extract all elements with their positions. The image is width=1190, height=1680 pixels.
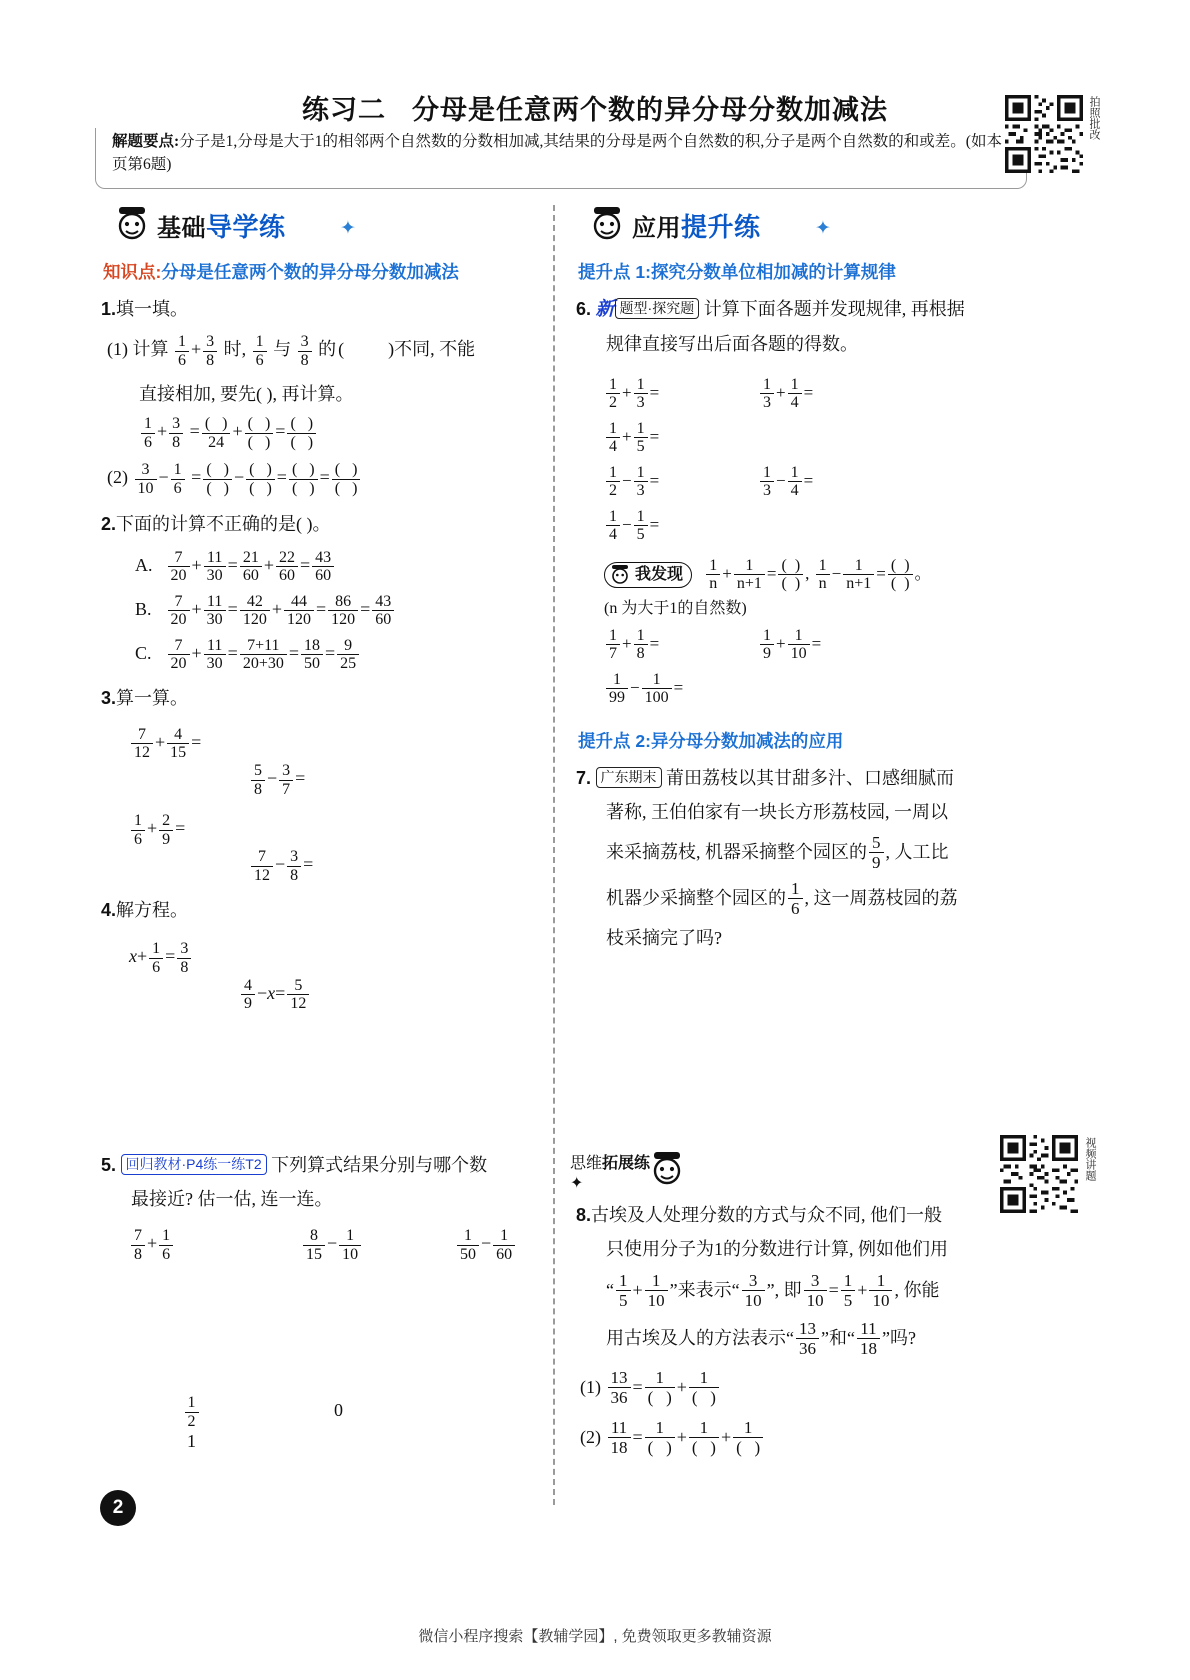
page-title-number: 练习二 [302, 95, 386, 125]
q8-a2-label: (2) [580, 1427, 601, 1447]
frac-1-3-b: $\frac{1}{3}$ [760, 377, 774, 413]
up2-text: 异分母分数加减法的应用 [650, 731, 844, 751]
frac-blank-e: $\frac{1}{( )}$ [645, 1419, 675, 1457]
finding-expr-2: $\frac{1}{n}$ − $\frac{1}{n+1}$ = $\frac{( )}{( )}$ 。 [814, 564, 932, 583]
frac-1-6-c: $\frac{1}{6}$ [171, 462, 185, 498]
frac-blank-d: $\frac{1}{( )}$ [689, 1369, 719, 1407]
q5-target-1 [120, 1395, 263, 1431]
fraction-1-6-b: $\frac{1}{6}$ [253, 334, 267, 370]
frac-1-9: $\frac{1}{9}$ [760, 628, 774, 664]
option-C[interactable]: C. $\frac{7}{20}$ + $\frac{11}{30}$ = $\frac{7+11}{20+30}$ = $\frac{18}{50}$ = $\frac{9}{25}$ [135, 631, 550, 675]
frac-1-n1-b: $\frac{1}{n+1}$ [843, 558, 874, 594]
q6-r3-c1: $\frac{1}{7}$ + $\frac{1}{8}$ = [604, 622, 754, 666]
fraction-1-6: $\frac{1}{6}$ [175, 334, 189, 370]
question-2-number: 2. [101, 513, 117, 534]
frac-11-18: $\frac{11}{18}$ [857, 1320, 880, 1358]
frac-7-20-b: $\frac{7}{20}$ [168, 594, 190, 630]
q1-l1e: )不同, 不能 [388, 338, 476, 359]
frac-43-60: $\frac{43}{60}$ [312, 550, 334, 586]
right-column [570, 205, 1040, 957]
qr-top-svg [1005, 95, 1083, 173]
frac-1-10-b: $\frac{1}{10}$ [788, 628, 810, 664]
question-5-head [101, 1150, 555, 1180]
key-points-content [112, 130, 1012, 176]
section-thinking-a: 思维 [570, 1155, 603, 1172]
question-2 [101, 509, 550, 539]
frac-1-6: $\frac{1}{6}$ [141, 416, 155, 452]
option-C-label: C. [135, 642, 152, 663]
q6-r3-c2: $\frac{1}{9}$ + $\frac{1}{10}$ = [758, 622, 908, 666]
question-7-line-3-wrap [606, 831, 1040, 873]
frac-1-10-c: $\frac{1}{10}$ [645, 1272, 668, 1310]
q6-r2-c3: $\frac{1}{4}$ − $\frac{1}{5}$ = [604, 503, 754, 547]
frac-18-50: $\frac{18}{50}$ [301, 638, 323, 674]
question-7-line-3a: 来采摘荔枝, 机器采摘整个园区的 [606, 842, 867, 862]
question-6-text-1: 计算下面各题并发现规律, 再根据 [703, 299, 965, 319]
section-basic-a: 基础 [157, 215, 206, 242]
option-A-label: A. [135, 554, 153, 575]
question-5-tag: 回归教材·P4练一练T2 [121, 1154, 267, 1175]
question-8-line-2-wrap [606, 1234, 1040, 1264]
frac-44-120: $\frac{44}{120}$ [284, 594, 314, 630]
question-4-number: 4. [101, 900, 117, 921]
student-face-icon [115, 205, 149, 241]
q6-r1-c3: $\frac{1}{4}$ + $\frac{1}{5}$ = [604, 415, 754, 459]
question-1-equation-1[interactable]: $\frac{1}{6}$ + $\frac{3}{8}$ = $\frac{( )}{24}$ + $\frac{( )}{( )}$ = $\frac{( )}{( )}$ [139, 416, 550, 452]
option-A[interactable]: A. $\frac{7}{20}$ + $\frac{11}{30}$ = $\frac{21}{60}$ + $\frac{22}{60}$ = $\frac{43}{60}$ [135, 543, 550, 587]
frac-1-5-a: $\frac{1}{5}$ [634, 421, 648, 457]
q8-l3b: ”来表示“ [669, 1280, 740, 1300]
frac-1-n: $\frac{1}{n}$ [706, 558, 720, 594]
upgrade-point-1 [578, 259, 1040, 284]
frac-blank-b: $\frac{( )}{( )}$ [888, 558, 913, 594]
frac-4-9: $\frac{4}{9}$ [241, 978, 255, 1014]
page-number: 2 [100, 1490, 136, 1526]
q5-target-3: 1 [187, 1431, 196, 1452]
question-4-equations[interactable] [129, 941, 550, 1013]
q3-item-3: $\frac{1}{6}$ + $\frac{2}{9}$ = [129, 813, 379, 849]
frac-b2: $\frac{( )}{( )}$ [246, 462, 275, 498]
frac-5-8: $\frac{5}{8}$ [251, 763, 265, 799]
section-header-basic-text [157, 207, 286, 244]
mini-face-icon [609, 564, 631, 584]
q1-sub2-label: (2) [107, 467, 128, 488]
q3-item-1: $\frac{7}{12}$ + $\frac{4}{15}$ = [129, 727, 379, 763]
student-face-icon-3 [650, 1150, 684, 1186]
qr-bottom-svg [1000, 1135, 1078, 1213]
student-face-icon-2 [590, 205, 624, 241]
frac-3-10-b: $\frac{3}{10}$ [742, 1272, 765, 1310]
question-8-number: 8. [576, 1205, 592, 1225]
question-6-tag: 题型·探究题 [615, 298, 700, 319]
frac-1-2: $\frac{1}{2}$ [185, 1395, 199, 1431]
frac-blank-blank-2: $\frac{( )}{( )}$ [287, 416, 316, 452]
question-5-text-2 [131, 1184, 555, 1214]
option-B[interactable]: B. $\frac{7}{20}$ + $\frac{11}{30}$ = $\frac{42}{120}$ + $\frac{44}{120}$ = $\frac{86}{120}$ = $\frac{43}{60}$ [135, 587, 550, 631]
frac-blank-blank-1: $\frac{( )}{( )}$ [245, 416, 274, 452]
frac-1-2-a: $\frac{1}{2}$ [606, 377, 620, 413]
frac-1-3-a: $\frac{1}{3}$ [634, 377, 648, 413]
fraction-3-8-b: $\frac{3}{8}$ [298, 334, 312, 370]
q4-eq-1: x+ $\frac{1}{6}$ = $\frac{3}{8}$ [129, 941, 379, 977]
star-icon-3: ✦ [570, 1175, 584, 1192]
qr-code-video-explanation[interactable] [1000, 1135, 1078, 1213]
frac-1-7: $\frac{1}{7}$ [606, 628, 620, 664]
frac-11-30: $\frac{11}{30}$ [204, 550, 226, 586]
q5-text2: 最接近? 估一估, 连一连。 [131, 1189, 333, 1209]
q4-eq-2: $\frac{4}{9}$ −x= $\frac{5}{12}$ [239, 978, 311, 1014]
question-1-text: 填一填。 [116, 299, 189, 319]
q3-item-2: $\frac{5}{8}$ − $\frac{3}{7}$ = [249, 763, 305, 799]
frac-1-6-f: $\frac{1}{6}$ [159, 1228, 173, 1264]
frac-1-n-b: $\frac{1}{n}$ [816, 558, 830, 594]
qr-top-label: 拍照批改 [1088, 96, 1100, 140]
frac-8-15: $\frac{8}{15}$ [303, 1228, 325, 1264]
question-4 [101, 895, 550, 925]
frac-13-36: $\frac{13}{36}$ [796, 1320, 819, 1358]
frac-1-3-c: $\frac{1}{3}$ [634, 465, 648, 501]
key-points-label: 解题要点: [112, 133, 180, 150]
frac-7-20: $\frac{7}{20}$ [168, 550, 190, 586]
frac-11-30-c: $\frac{11}{30}$ [204, 638, 226, 674]
q6-r2-c1: $\frac{1}{2}$ − $\frac{1}{3}$ = [604, 459, 754, 503]
frac-7-12-b: $\frac{7}{12}$ [251, 849, 273, 885]
frac-1-4-d: $\frac{1}{4}$ [606, 509, 620, 545]
frac-3-8-c: $\frac{3}{8}$ [287, 849, 301, 885]
q3-item-4: $\frac{7}{12}$ − $\frac{3}{8}$ = [249, 849, 313, 885]
frac-3-8: $\frac{3}{8}$ [169, 416, 183, 452]
question-8-answer-2[interactable]: (2) $\frac{11}{18}$ = $\frac{1}{( )}$ + $\frac{1}{( )}$ + $\frac{1}{( )}$ [580, 1414, 1040, 1460]
question-7-line-4-wrap [606, 877, 1040, 919]
question-8-answer-1[interactable]: (1) $\frac{13}{36}$ = $\frac{1}{( )}$ + $\frac{1}{( )}$ [580, 1364, 1040, 1410]
section-thinking-b: 拓展练 [602, 1155, 651, 1172]
question-7-line-3b: , 人工比 [885, 842, 949, 862]
question-7-line-2-wrap [606, 797, 1040, 827]
q1-l2: 直接相加, 要先( ), 再计算。 [139, 384, 354, 405]
frac-1-8: $\frac{1}{8}$ [634, 628, 648, 664]
q5-expr-3: $\frac{1}{50}$ − $\frac{1}{60}$ [455, 1228, 517, 1264]
frac-b4: $\frac{( )}{( )}$ [332, 462, 361, 498]
question-2-text[interactable]: 下面的计算不正确的是( )。 [116, 513, 331, 534]
frac-42-120: $\frac{42}{120}$ [240, 594, 270, 630]
q6-r3-c3: $\frac{1}{99}$ − $\frac{1}{100}$ = [604, 666, 754, 710]
q5-target-2: 0 [334, 1399, 343, 1420]
question-7-tag: 广东期末 [596, 767, 662, 788]
up1-text: 探究分数单位相加减的计算规律 [650, 262, 896, 282]
knowledge-point-label: 知识点: [103, 262, 162, 282]
question-6-tag-new: 新 [595, 299, 615, 320]
question-5-expressions[interactable] [129, 1228, 555, 1264]
frac-1-5-c: $\frac{1}{5}$ [616, 1272, 631, 1310]
star-icon-2: ✦ [815, 218, 831, 239]
q1-l1a: (1) 计算 [107, 338, 169, 359]
frac-9-25: $\frac{9}{25}$ [337, 638, 359, 674]
frac-1-100: $\frac{1}{100}$ [642, 672, 672, 708]
frac-b3: $\frac{( )}{( )}$ [289, 462, 318, 498]
q8-l3d: , 你能 [894, 1280, 940, 1300]
frac-3-10-c: $\frac{3}{10}$ [804, 1272, 827, 1310]
q1-l1d[interactable]: 的( [318, 338, 347, 359]
q6-r1-c1: $\frac{1}{2}$ + $\frac{1}{3}$ = [604, 371, 754, 415]
question-3 [101, 683, 550, 713]
knowledge-point [103, 259, 550, 284]
q5-expr-1: $\frac{7}{8}$ + $\frac{1}{6}$ [129, 1228, 279, 1264]
frac-4-15: $\frac{4}{15}$ [167, 727, 189, 763]
q8-plus: + [632, 1280, 643, 1300]
section-header-thinking [570, 1150, 1040, 1198]
question-8-block [570, 1150, 1040, 1464]
up1-label: 提升点 1: [578, 262, 651, 282]
section-header-apply-text [632, 207, 761, 244]
frac-1-99: $\frac{1}{99}$ [606, 672, 628, 708]
frac-2-9: $\frac{2}{9}$ [159, 813, 173, 849]
finding-badge [604, 562, 692, 588]
q1-l1c: 与 [273, 338, 292, 359]
question-1-sub1-line2[interactable] [139, 380, 550, 406]
question-7-line-5-wrap [606, 923, 1040, 953]
frac-1-4-b: $\frac{1}{4}$ [606, 421, 620, 457]
question-7 [576, 763, 1040, 793]
column-divider [553, 205, 555, 1505]
section-apply-a: 应用 [632, 215, 681, 242]
frac-1-4-c: $\frac{1}{4}$ [788, 465, 802, 501]
frac-3-10: $\frac{3}{10}$ [135, 462, 157, 498]
question-7-line-4a: 机器少采摘整个园区的 [606, 888, 786, 908]
frac-86-120: $\frac{86}{120}$ [328, 594, 358, 630]
q8-l4c: ”吗? [881, 1328, 916, 1348]
frac-13-36-b: $\frac{13}{36}$ [608, 1369, 631, 1407]
frac-1-4-a: $\frac{1}{4}$ [788, 377, 802, 413]
qr-code-photo-correction[interactable] [1005, 95, 1083, 173]
frac-5-9: $\frac{5}{9}$ [869, 834, 884, 872]
q8-a1-label: (1) [580, 1377, 601, 1397]
question-3-row-2[interactable] [129, 813, 550, 885]
question-2-options [135, 543, 550, 675]
question-8-line-4-wrap [606, 1316, 1040, 1360]
question-3-text: 算一算。 [116, 687, 189, 708]
frac-1-10: $\frac{1}{10}$ [339, 1228, 361, 1264]
question-1-number: 1. [101, 299, 117, 319]
upgrade-point-2 [578, 728, 1040, 753]
q6-r1-c2: $\frac{1}{3}$ + $\frac{1}{4}$ = [758, 371, 908, 415]
frac-1-60: $\frac{1}{60}$ [493, 1228, 515, 1264]
q8-l4a: 用古埃及人的方法表示“ [606, 1328, 794, 1348]
q8-l4b: ”和“ [821, 1328, 855, 1348]
section-apply-b: 提升练 [681, 212, 761, 242]
frac-3-8-d: $\frac{3}{8}$ [177, 941, 191, 977]
question-6-grid-row-3[interactable] [604, 622, 1040, 710]
page-title-text: 分母是任意两个数的异分母分数加减法 [412, 95, 888, 125]
question-4-text: 解方程。 [116, 900, 189, 921]
frac-blank-a: $\frac{( )}{( )}$ [778, 558, 803, 594]
question-7-line-2: 著称, 王伯伯家有一块长方形荔枝园, 一周以 [606, 802, 948, 822]
question-7-line-5: 枝采摘完了吗? [606, 928, 722, 948]
frac-sum: $\frac{7+11}{20+30}$ [240, 638, 287, 674]
question-8 [576, 1200, 1040, 1230]
section-thinking-text [570, 1150, 1040, 1173]
question-7-number: 7. [576, 768, 592, 788]
q1-l1b: 时, [223, 338, 247, 359]
question-5-number: 5. [101, 1155, 117, 1175]
question-6-number: 6. [576, 299, 592, 319]
frac-43-60-b: $\frac{43}{60}$ [372, 594, 394, 630]
q8-l3a: “ [606, 1280, 614, 1300]
finding-expr-1: $\frac{1}{n}$ + $\frac{1}{n+1}$ = $\frac{( )}{( )}$ , [704, 564, 809, 583]
question-1-sub2[interactable]: (2) $\frac{3}{10}$ − $\frac{1}{6}$ = $\frac{( )}{( )}$ − $\frac{( )}{( )}$ = $\frac{( )}{( )}$ = $\frac{( )}{( )}$ [107, 462, 550, 498]
frac-7-20-c: $\frac{7}{20}$ [168, 638, 190, 674]
question-6 [576, 294, 1040, 325]
frac-blank-24: $\frac{( )}{24}$ [202, 416, 231, 452]
frac-blank-g: $\frac{1}{( )}$ [733, 1419, 763, 1457]
footer-text: 微信小程序搜索【教辅学园】, 免费领取更多教辅资源 [418, 1628, 772, 1645]
frac-1-5-d: $\frac{1}{5}$ [841, 1272, 856, 1310]
question-6-finding [604, 553, 1040, 595]
frac-21-60: $\frac{21}{60}$ [240, 550, 262, 586]
q6-r2-c2: $\frac{1}{3}$ − $\frac{1}{4}$ = [758, 459, 908, 503]
frac-1-50: $\frac{1}{50}$ [457, 1228, 479, 1264]
frac-11-18-b: $\frac{11}{18}$ [608, 1419, 631, 1457]
frac-1-5-b: $\frac{1}{5}$ [634, 509, 648, 545]
question-6-grid-row-2[interactable] [604, 459, 1040, 547]
frac-7-8: $\frac{7}{8}$ [131, 1228, 145, 1264]
question-8-line-1: 古埃及人处理分数的方式与众不同, 他们一般 [591, 1205, 943, 1225]
frac-blank-c: $\frac{1}{( )}$ [645, 1369, 675, 1407]
question-6-note: (n 为大于1的自然数) [604, 600, 747, 617]
frac-1-6-d: $\frac{1}{6}$ [131, 813, 145, 849]
section-header-basic [95, 205, 550, 251]
frac-11-30-b: $\frac{11}{30}$ [204, 594, 226, 630]
frac-5-12: $\frac{5}{12}$ [287, 978, 309, 1014]
knowledge-point-text: 分母是任意两个数的异分母分数加减法 [161, 262, 459, 282]
question-1 [101, 294, 550, 324]
left-column [95, 205, 550, 1014]
frac-3-7: $\frac{3}{7}$ [279, 763, 293, 799]
frac-1-3-d: $\frac{1}{3}$ [760, 465, 774, 501]
question-7-line-4b: , 这一周荔枝园的荔 [804, 888, 958, 908]
frac-7-12: $\frac{7}{12}$ [131, 727, 153, 763]
question-6-text-2: 规律直接写出后面各题的得数。 [606, 334, 858, 354]
q5-expr-2: $\frac{8}{15}$ − $\frac{1}{10}$ [301, 1228, 451, 1264]
frac-1-6-g: $\frac{1}{6}$ [788, 880, 803, 918]
qr-bottom-label: 视频讲题 [1084, 1137, 1096, 1181]
question-1-sub1-line1: (1) 计算 $\frac{1}{6}$ + $\frac{3}{8}$ 时, $\frac{1}{6}$ 与 $\frac{3}{8}$ 的( )不同, 不能 [107, 333, 476, 369]
star-icon: ✦ [340, 218, 356, 239]
question-5 [95, 1150, 555, 1264]
fraction-3-8: $\frac{3}{8}$ [203, 334, 217, 370]
finding-badge-text: 我发现 [635, 566, 684, 583]
question-3-row-1[interactable] [129, 727, 550, 799]
key-points-text: 分子是1,分母是大于1的相邻两个自然数的分数相加减,其结果的分母是两个自然数的积,分子是两个自然数的和或差。(如本页第6题) [112, 133, 1002, 173]
section-header-apply [570, 205, 1040, 251]
frac-blank-f: $\frac{1}{( )}$ [689, 1419, 719, 1457]
q8-l3c: ”, 即 [766, 1280, 802, 1300]
frac-b1: $\frac{( )}{( )}$ [203, 462, 232, 498]
question-5-targets[interactable] [120, 1395, 550, 1452]
section-basic-b: 导学练 [206, 212, 286, 242]
question-6-text-2-wrap [606, 329, 1040, 359]
option-B-label: B. [135, 598, 152, 619]
frac-1-6-e: $\frac{1}{6}$ [149, 941, 163, 977]
question-3-number: 3. [101, 687, 117, 708]
up2-label: 提升点 2: [578, 731, 651, 751]
question-5-text: 下列算式结果分别与哪个数 [271, 1155, 488, 1175]
question-7-line-1: 莆田荔枝以其甘甜多汁、口感细腻而 [666, 768, 955, 788]
question-8-line-3-wrap: “ $\frac{1}{5}$ + $\frac{1}{10}$ ”来表示“ $\frac{3}{10}$ ”, 即 $\frac{3}{10}$ = $\frac{1}{5}$ + $\frac{1}{10}$ , 你能 [606, 1271, 940, 1310]
frac-1-2-b: $\frac{1}{2}$ [606, 465, 620, 501]
frac-1-n1: $\frac{1}{n+1}$ [734, 558, 765, 594]
frac-22-60: $\frac{22}{60}$ [276, 550, 298, 586]
question-8-line-2: 只使用分子为1的分数进行计算, 例如他们用 [606, 1239, 948, 1259]
frac-1-10-d: $\frac{1}{10}$ [869, 1272, 892, 1310]
question-6-grid-row-1[interactable] [604, 371, 1040, 459]
